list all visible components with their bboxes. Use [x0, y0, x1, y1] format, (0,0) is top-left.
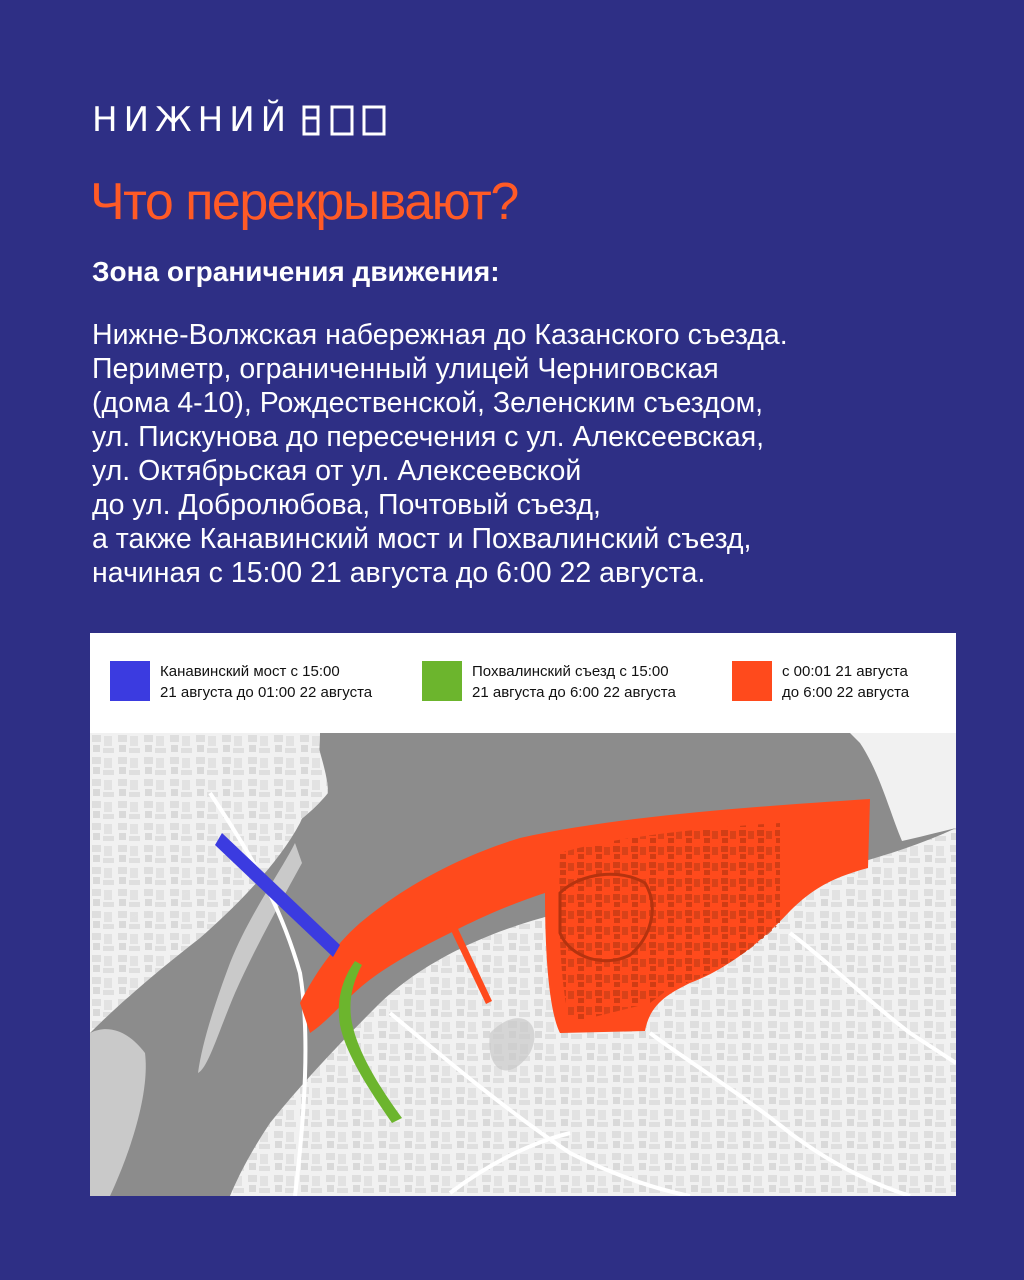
- legend-swatch-green: [422, 661, 462, 701]
- description-line: начиная с 15:00 21 августа до 6:00 22 августа.: [92, 557, 706, 589]
- brand-number-800-icon: [300, 103, 390, 137]
- legend-label: [160, 661, 372, 703]
- legend-label: [472, 661, 676, 703]
- legend-line: до 6:00 22 августа: [782, 684, 910, 701]
- brand-name: НИЖНИЙ: [92, 100, 293, 140]
- legend-line: Канавинский мост с 15:00: [160, 663, 340, 680]
- description-line: Периметр, ограниченный улицей Черниговская: [92, 353, 719, 385]
- map-legend: [90, 633, 956, 733]
- legend-item-descent: [422, 661, 676, 703]
- brand-logo: [92, 100, 390, 140]
- legend-label: [782, 661, 909, 703]
- legend-line: с 00:01 21 августа: [782, 663, 908, 680]
- page-title: Что перекрывают?: [90, 173, 518, 231]
- city-map: [90, 733, 956, 1196]
- description-line: ул. Пискунова до пересечения с ул. Алексеевская,: [92, 421, 765, 453]
- brand-number-logo: [300, 103, 390, 137]
- legend-line: Похвалинский съезд с 15:00: [472, 663, 669, 680]
- description-line: Нижне-Волжская набережная до Казанского съезда.: [92, 319, 788, 351]
- description-line: ул. Октябрьская от ул. Алексеевской: [92, 455, 582, 487]
- section-subtitle: Зона ограничения движения:: [92, 256, 500, 287]
- legend-line: 21 августа до 01:00 22 августа: [160, 684, 373, 701]
- description-line: а также Канавинский мост и Похвалинский съезд,: [92, 523, 752, 555]
- description-line: до ул. Добролюбова, Почтовый съезд,: [92, 489, 601, 521]
- legend-line: 21 августа до 6:00 22 августа: [472, 684, 676, 701]
- legend-item-zone: [732, 661, 909, 703]
- map-card: [90, 633, 956, 1196]
- legend-swatch-blue: [110, 661, 150, 701]
- description-line: (дома 4-10), Рождественской, Зеленским съездом,: [92, 387, 764, 419]
- legend-swatch-orange: [732, 661, 772, 701]
- legend-item-bridge: [110, 661, 372, 703]
- restriction-description: [92, 318, 992, 590]
